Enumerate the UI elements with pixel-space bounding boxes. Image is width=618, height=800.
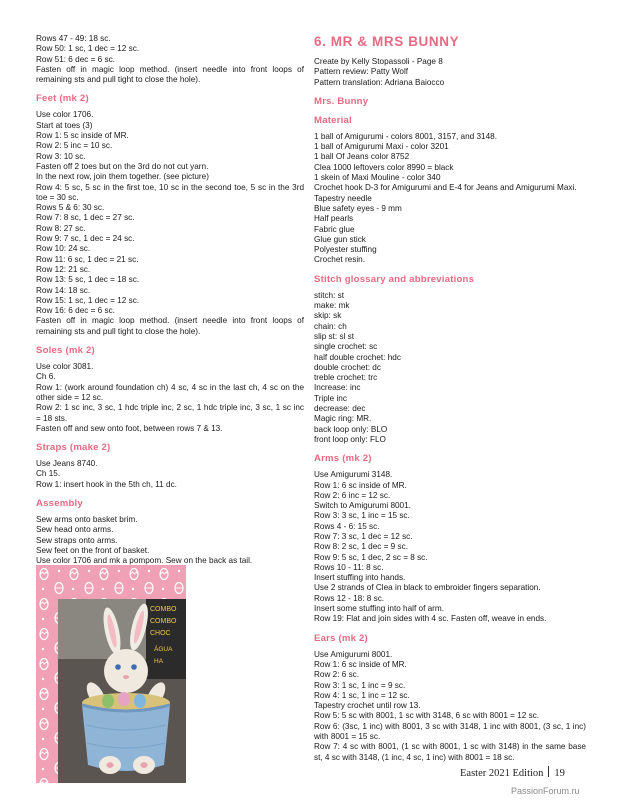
text-line: half double crochet: hdc — [314, 352, 401, 362]
text-line: Sew head onto arms. — [36, 525, 114, 535]
text-line: double crochet: dc — [314, 362, 381, 372]
text-line: Use color 1706 and mk a pompom. Sew on the back as tail. — [36, 556, 253, 566]
text-line: Rows 5 & 6: 30 sc. — [36, 203, 105, 213]
text-line: Use color 1706. — [36, 110, 94, 120]
text-line: In the next row, join them together. (see picture) — [36, 172, 209, 182]
text-line: 1 ball Of Jeans color 8752 — [314, 152, 410, 162]
text-line: Sew arms onto basket brim. — [36, 514, 138, 524]
text-line: Row 6: (3sc, 1 inc) with 8001, 3 sc with 3148, 1 inc with 8001, (3 sc, 1 inc) with 8001 = 15 sc. — [314, 721, 586, 742]
text-line: Crochet hook D-3 for Amigurumi and E-4 for Jeans and Amigurumi Maxi. — [314, 183, 577, 193]
text-line: Start at toes (3) — [36, 120, 93, 130]
sign-text: HA — [154, 658, 164, 665]
text-line: Insert stuffing into hands. — [314, 573, 406, 583]
text-line: treble crochet: trc — [314, 373, 378, 383]
sign-text: COMBO — [150, 618, 177, 625]
page-footer — [460, 766, 565, 779]
chapter-title: 6. MR & MRS BUNNY — [314, 34, 460, 49]
text-line: Rows 10 - 11: 8 sc. — [314, 562, 384, 572]
text-line: Increase: inc — [314, 383, 361, 393]
credit-line: Pattern review: Patty Wolf — [314, 67, 409, 77]
text-line: Use color 3081. — [36, 362, 94, 372]
text-line: Row 8: 27 sc. — [36, 223, 86, 233]
text-line: Row 8: 2 sc, 1 dec = 9 sc. — [314, 542, 408, 552]
section-heading-glossary: Stitch glossary and abbreviations — [314, 273, 475, 285]
page-number: 19 — [554, 768, 565, 779]
text-line: Rows 4 - 6: 15 sc. — [314, 521, 380, 531]
text-line: Row 1: insert hook in the 5th ch, 11 dc. — [36, 479, 177, 489]
text-line: Row 7: 3 sc, 1 dec = 12 sc. — [314, 531, 413, 541]
edition-label: Easter 2021 Edition — [460, 768, 544, 779]
section-heading-material: Material — [314, 114, 352, 126]
text-line: Row 2: 5 inc = 10 sc. — [36, 141, 113, 151]
text-line: slip st: sl st — [314, 331, 355, 341]
text-line: Row 19: Flat and join sides with 4 sc. Fasten off, weave in ends. — [314, 614, 547, 624]
text-line: Glue gun stick — [314, 234, 366, 244]
text-line: Use Jeans 8740. — [36, 459, 98, 469]
text-line: Rows 47 - 49: 18 sc. — [36, 34, 111, 43]
text-line: Row 51: 6 dec = 6 sc. — [36, 54, 115, 64]
text-line: Switch to Amigurumi 8001. — [314, 501, 411, 511]
text-line: Row 12: 21 sc. — [36, 264, 91, 274]
text-line: Row 4: 1 sc, 1 inc = 12 sc. — [314, 690, 410, 700]
text-line: Row 3: 1 sc, 1 inc = 9 sc. — [314, 680, 406, 690]
text-line: Row 9: 5 sc, 1 dec, 2 sc = 8 sc. — [314, 552, 428, 562]
text-line: Row 5: 5 sc with 8001, 1 sc with 3148, 6 sc with 8001 = 12 sc. — [314, 711, 540, 721]
crochet-basket — [82, 705, 170, 771]
section-heading-straps: Straps (make 2) — [36, 442, 111, 454]
text-line: Row 2: 6 inc = 12 sc. — [314, 490, 391, 500]
text-line: Ch 15. — [36, 469, 61, 479]
text-line: Row 3: 3 sc, 1 inc = 15 sc. — [314, 511, 410, 521]
text-line: 1 skein of Maxi Mouline - color 340 — [314, 173, 441, 183]
sign-text: COMBO — [150, 606, 177, 613]
text-line: 1 ball of Amigurumi Maxi - color 3201 — [314, 142, 449, 152]
text-line: single crochet: sc — [314, 342, 378, 352]
text-line: Fasten off and sew onto foot, between rows 7 & 13. — [36, 423, 223, 433]
section-heading-feet: Feet (mk 2) — [36, 93, 89, 105]
subtitle-mrs-bunny: Mrs. Bunny — [314, 95, 369, 107]
text-line: Tapestry needle — [314, 193, 372, 203]
text-line: Row 11: 6 sc, 1 dec = 21 sc. — [36, 254, 139, 264]
section-heading-ears: Ears (mk 2) — [314, 632, 368, 644]
text-line: Row 7: 8 sc, 1 dec = 27 sc. — [36, 213, 135, 223]
text-line: Clea 1000 leftovers color 8990 = black — [314, 162, 454, 172]
text-line: Row 4: 5 sc, 5 sc in the first toe, 10 sc in the second toe, 5 sc in the 3rd toe = 30 sc. — [36, 182, 304, 202]
section-heading-soles: Soles (mk 2) — [36, 345, 95, 357]
text-line: Row 1: (work around foundation ch) 4 sc, 4 sc in the last ch, 4 sc on the other side = 12 sc. — [36, 382, 304, 402]
text-line: Crochet resin. — [314, 255, 365, 265]
text-line: Polyester stuffing — [314, 245, 377, 255]
text-line: 1 ball of Amigurumi - colors 8001, 3157, and 3148. — [314, 131, 497, 141]
text-line: Row 15: 1 sc, 1 dec = 12 sc. — [36, 295, 140, 305]
text-line: Use 2 strands of Clea in black to embroider fingers separation. — [314, 583, 541, 593]
text-line: Row 50: 1 sc, 1 dec = 12 sc. — [36, 44, 140, 54]
text-line: Row 9: 7 sc, 1 dec = 24 sc. — [36, 234, 135, 244]
text-line: Row 10: 24 sc. — [36, 244, 91, 254]
text-line: Rows 12 - 18: 8 sc. — [314, 593, 385, 603]
text-line: Row 13: 5 sc, 1 dec = 18 sc. — [36, 275, 140, 285]
photo-illustration — [36, 565, 186, 783]
text-line: Insert some stuffing into half of arm. — [314, 604, 445, 614]
text-line: Ch 6. — [36, 372, 56, 382]
text-line: make: mk — [314, 301, 350, 311]
text-line: Row 16: 6 dec = 6 sc. — [36, 306, 115, 316]
section-heading-arms: Arms (mk 2) — [314, 453, 372, 465]
text-line: back loop only: BLO — [314, 424, 388, 434]
text-line: Fasten off 2 toes but on the 3rd do not cut yarn. — [36, 161, 209, 171]
text-line: Half pearls — [314, 214, 354, 224]
text-line: Fabric glue — [314, 224, 355, 234]
text-line: stitch: st — [314, 290, 345, 300]
credit-line: Create by Kelly Stopassoli - Page 8 — [314, 57, 443, 66]
left-column — [36, 34, 304, 566]
text-line: Row 3: 10 sc. — [36, 151, 86, 161]
text-line: Triple inc — [314, 393, 347, 403]
text-line: Row 2: 1 sc inc, 3 sc, 1 hdc triple inc, 2 sc, 1 hdc triple inc, 3 sc, 1 sc inc = 18 sts. — [36, 403, 304, 423]
text-line: Tapestry crochet until row 13. — [314, 701, 421, 711]
sign-text: CHOC — [150, 630, 171, 637]
footer-divider — [548, 766, 549, 777]
section-heading-assembly: Assembly — [36, 497, 83, 509]
text-line: Row 7: 4 sc with 8001, (1 sc with 8001, 1 sc with 3148) in the same base st, 4 sc with 3148, (1 inc, 4 sc, 1 inc) with 8001 = 18 sc. — [314, 742, 586, 762]
text-line: Blue safety eyes - 9 mm — [314, 203, 402, 213]
bunny-head — [104, 649, 148, 693]
text-line: Row 2: 6 sc. — [314, 670, 360, 680]
text-line: Use Amigurumi 8001. — [314, 649, 393, 659]
text-line: Row 14: 18 sc. — [36, 285, 91, 295]
text-line: skip: sk — [314, 311, 342, 321]
text-line: Use Amigurumi 3148. — [314, 470, 393, 480]
sign-text: ÁGUA — [154, 646, 173, 653]
text-line: Magic ring: MR. — [314, 414, 372, 424]
text-line: decrease: dec — [314, 404, 366, 414]
text-line: front loop only: FLO — [314, 434, 386, 444]
fasten-instruction: Fasten off in magic loop method. (insert needle into front loops of remaining sts and pull tight to close the hole). — [36, 316, 304, 336]
text-line: Row 1: 5 sc inside of MR. — [36, 131, 129, 141]
watermark: PassionForum.ru — [511, 786, 580, 796]
text-line: Sew feet on the front of basket. — [36, 545, 150, 555]
bunny-basket-photo — [36, 565, 186, 783]
credit-line: Pattern translation: Adriana Baiocco — [314, 77, 445, 87]
fasten-instruction: Fasten off in magic loop method. (insert needle into front loops of remaining sts and pull tight to close the hole). — [36, 64, 304, 85]
text-line: Sew straps onto arms. — [36, 535, 118, 545]
text-line: chain: ch — [314, 321, 347, 331]
text-line: Row 1: 6 sc inside of MR. — [314, 480, 407, 490]
text-line: Row 1: 6 sc inside of MR. — [314, 659, 407, 669]
right-column — [314, 34, 586, 763]
